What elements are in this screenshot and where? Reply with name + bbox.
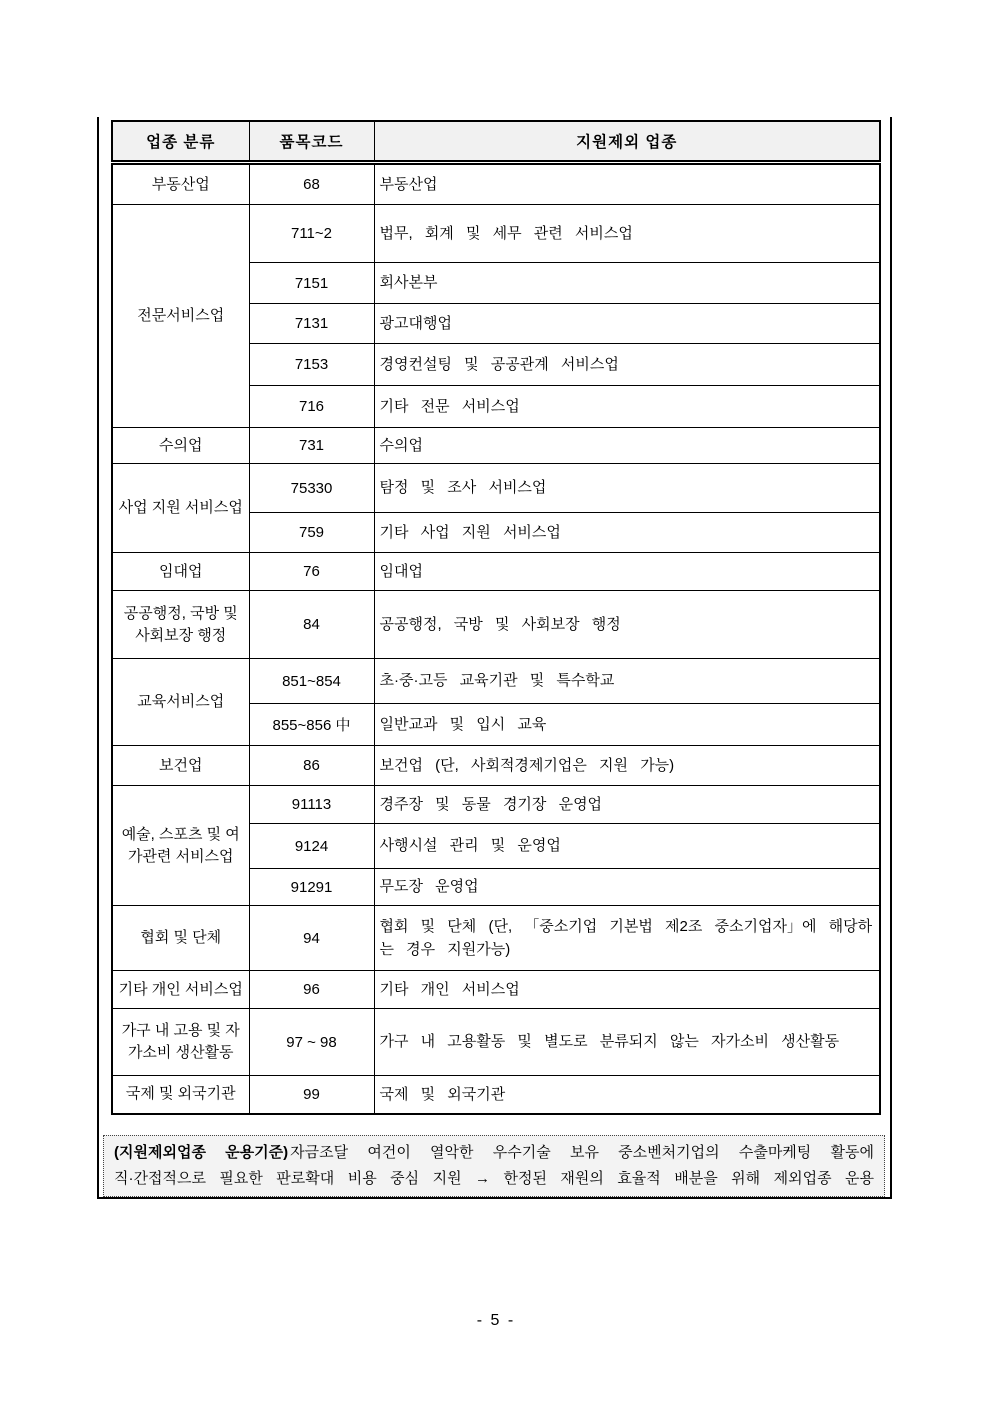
- item-code-cell: 84: [249, 591, 374, 659]
- item-code-cell: 94: [249, 906, 374, 971]
- excluded-industries-table: [111, 120, 881, 1115]
- excluded-industry-cell: 기타 사업 지원 서비스업: [374, 513, 880, 553]
- note-line1: 자금조달 여건이 열악한 우수기술 보유 중소벤처기업의 수출마케팅 활동에: [290, 1143, 874, 1161]
- page-number: - 5 -: [476, 1312, 516, 1329]
- excluded-industry-cell: 탐정 및 조사 서비스업: [374, 464, 880, 513]
- item-code-cell: 716: [249, 386, 374, 428]
- table-row: [112, 591, 880, 659]
- excluded-industry-cell: 경영컨설팅 및 공공관계 서비스업: [374, 344, 880, 386]
- category-cell: 부동산업: [112, 163, 249, 205]
- item-code-cell: 7131: [249, 304, 374, 344]
- note-box: [103, 1135, 885, 1197]
- excluded-industry-cell: 가구 내 고용활동 및 별도로 분류되지 않는 자가소비 생산활동: [374, 1009, 880, 1076]
- category-cell: 보건업: [112, 746, 249, 786]
- item-code-cell: 7153: [249, 344, 374, 386]
- category-cell: 전문서비스업: [112, 205, 249, 428]
- table-row: [112, 1009, 880, 1076]
- item-code-cell: 9124: [249, 824, 374, 869]
- item-code-cell: 7151: [249, 263, 374, 304]
- table-row: [112, 163, 880, 205]
- col-header-excluded-industry: 지원제외 업종: [374, 121, 880, 163]
- excluded-industry-cell: 보건업 (단, 사회적경제기업은 지원 가능): [374, 746, 880, 786]
- table-row: [112, 1076, 880, 1114]
- table-row: [112, 205, 880, 263]
- table-row: [112, 464, 880, 513]
- excluded-industry-cell: 사행시설 관리 및 운영업: [374, 824, 880, 869]
- item-code-cell: 855~856 中: [249, 704, 374, 746]
- table-row: [112, 746, 880, 786]
- excluded-industry-cell: 회사본부: [374, 263, 880, 304]
- category-cell: 기타 개인 서비스업: [112, 971, 249, 1009]
- item-code-cell: 97 ~ 98: [249, 1009, 374, 1076]
- category-cell: 공공행정, 국방 및 사회보장 행정: [112, 591, 249, 659]
- table-row: [112, 428, 880, 464]
- category-cell: 가구 내 고용 및 자가소비 생산활동: [112, 1009, 249, 1076]
- excluded-industry-cell: 기타 전문 서비스업: [374, 386, 880, 428]
- content-frame: [97, 117, 892, 1199]
- excluded-industry-cell: 경주장 및 동물 경기장 운영업: [374, 786, 880, 824]
- item-code-cell: 759: [249, 513, 374, 553]
- excluded-industry-cell: 임대업: [374, 553, 880, 591]
- excluded-industry-cell: 초·중·고등 교육기관 및 특수학교: [374, 659, 880, 704]
- item-code-cell: 91291: [249, 869, 374, 906]
- table-row: [112, 786, 880, 824]
- category-cell: 국제 및 외국기관: [112, 1076, 249, 1114]
- item-code-cell: 91113: [249, 786, 374, 824]
- excluded-industry-cell: 광고대행업: [374, 304, 880, 344]
- excluded-industry-cell: 부동산업: [374, 163, 880, 205]
- note-line2: 직·간접적으로 필요한 판로확대 비용 중심 지원 → 한정된 재원의 효율적 배분을 위해 제외업종 운용: [114, 1169, 874, 1187]
- item-code-cell: 711~2: [249, 205, 374, 263]
- item-code-cell: 96: [249, 971, 374, 1009]
- category-cell: 임대업: [112, 553, 249, 591]
- category-cell: 교육서비스업: [112, 659, 249, 746]
- table-row: [112, 906, 880, 971]
- table-row: [112, 659, 880, 704]
- item-code-cell: 68: [249, 163, 374, 205]
- excluded-industry-cell: 일반교과 및 입시 교육: [374, 704, 880, 746]
- item-code-cell: 86: [249, 746, 374, 786]
- note-label: (지원제외업종 운용기준): [114, 1143, 289, 1161]
- item-code-cell: 851~854: [249, 659, 374, 704]
- excluded-industry-cell: 수의업: [374, 428, 880, 464]
- excluded-industry-cell: 기타 개인 서비스업: [374, 971, 880, 1009]
- item-code-cell: 75330: [249, 464, 374, 513]
- excluded-industry-cell: 법무, 회계 및 세무 관련 서비스업: [374, 205, 880, 263]
- excluded-industry-cell: 국제 및 외국기관: [374, 1076, 880, 1114]
- category-cell: 협회 및 단체: [112, 906, 249, 971]
- table-header-row: [112, 121, 880, 163]
- category-cell: 사업 지원 서비스업: [112, 464, 249, 553]
- table-body: [112, 163, 880, 1114]
- item-code-cell: 731: [249, 428, 374, 464]
- item-code-cell: 76: [249, 553, 374, 591]
- note-text: [114, 1140, 874, 1192]
- table-row: [112, 971, 880, 1009]
- table-row: [112, 553, 880, 591]
- category-cell: 예술, 스포츠 및 여가관련 서비스업: [112, 786, 249, 906]
- category-cell: 수의업: [112, 428, 249, 464]
- excluded-industry-cell: 무도장 운영업: [374, 869, 880, 906]
- col-header-industry-category: 업종 분류: [112, 121, 249, 163]
- col-header-item-code: 품목코드: [249, 121, 374, 163]
- excluded-industry-cell: 공공행정, 국방 및 사회보장 행정: [374, 591, 880, 659]
- item-code-cell: 99: [249, 1076, 374, 1114]
- excluded-industry-cell: 협회 및 단체 (단, 「중소기업 기본법 제2조 중소기업자」에 해당하는 경우 지원가능): [374, 906, 880, 971]
